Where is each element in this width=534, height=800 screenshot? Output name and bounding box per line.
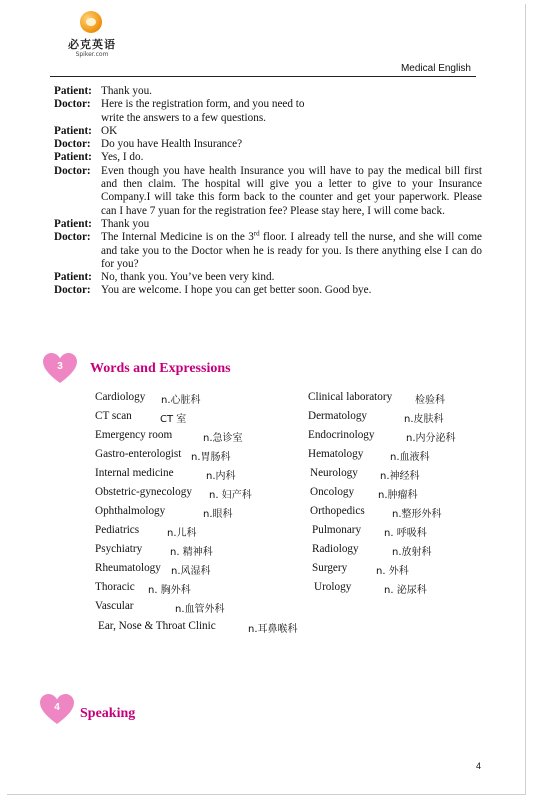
vocab-term: Orthopedics <box>310 505 365 517</box>
speaker-label: Patient: <box>54 124 92 137</box>
vocab-term: Radiology <box>312 543 359 555</box>
vocab-translation: n.内科 <box>206 471 236 482</box>
vocab-item <box>98 620 298 635</box>
ordinal-suffix: rd <box>253 229 260 238</box>
utterance: Thank you. <box>101 85 152 97</box>
vocab-item <box>95 562 211 577</box>
vocab-item <box>308 448 430 463</box>
vocab-item <box>308 429 456 444</box>
vocab-item <box>95 391 201 406</box>
vocab-item <box>308 410 444 425</box>
vocab-translation: CT 室 <box>160 414 187 425</box>
vocab-translation: n.耳鼻喉科 <box>248 624 298 635</box>
vocab-translation: n.内分泌科 <box>406 433 456 444</box>
dialogue <box>54 85 482 298</box>
dialogue-line <box>54 231 482 271</box>
speaker-label: Patient: <box>54 85 92 97</box>
vocab-translation: n.心脏科 <box>161 395 201 406</box>
vocab-translation: n.皮肤科 <box>404 414 444 425</box>
utterance: Yes, I do. <box>101 151 144 164</box>
vocab-translation: n. 妇产科 <box>209 490 252 501</box>
vocab-translation: n.急诊室 <box>203 433 243 444</box>
vocab-item <box>310 486 418 501</box>
vocab-translation: 检验科 <box>415 395 445 406</box>
vocab-term: Rheumatology <box>95 562 161 574</box>
vocab-term: Oncology <box>310 486 355 498</box>
section-title-words: Words and Expressions <box>90 361 231 376</box>
vocab-item <box>95 524 197 539</box>
heart-section-icon <box>40 694 74 725</box>
vocab-item <box>95 410 187 425</box>
heart-section-icon <box>43 353 77 384</box>
vocab-translation: n.肿瘤科 <box>378 490 418 501</box>
section-number: 4 <box>54 702 60 713</box>
utterance <box>101 231 482 271</box>
logo-text: 必克英语 <box>68 38 116 51</box>
vocab-translation: n.风湿科 <box>171 566 211 577</box>
utterance: Do you have Health Insurance? <box>101 138 243 151</box>
utterance: No, thank you. You’ve been very kind. <box>101 271 275 284</box>
utterance-part: floor. I already tell the nurse, and she will come and take you to the Doctor when he is ready for you. Is there anything else I can do for you? <box>101 231 482 270</box>
speaker-label: Doctor: <box>54 231 91 244</box>
vocab-translation: n.整形外科 <box>392 509 442 520</box>
vocab-translation: n.神经科 <box>380 471 420 482</box>
speaker-label: Doctor: <box>54 284 91 297</box>
section-number: 3 <box>57 361 63 372</box>
utterance-part: The Internal Medicine is on the 3 <box>101 231 254 244</box>
vocab-translation: n. 精神科 <box>170 547 213 558</box>
vocab-item <box>312 562 409 577</box>
utterance: Thank you <box>101 217 150 230</box>
vocab-term: Emergency room <box>95 429 173 441</box>
logo-mascot-face <box>86 18 96 26</box>
vocab-item <box>95 486 252 501</box>
vocab-item <box>95 467 236 482</box>
vocab-translation: n.儿科 <box>167 528 197 539</box>
vocab-term: Thoracic <box>95 581 135 593</box>
vocab-term: Vascular <box>95 600 134 612</box>
vocab-translation: n. 呼吸科 <box>384 528 427 539</box>
vocab-item <box>312 543 432 558</box>
vocab-term: Dermatology <box>308 410 368 422</box>
header-title: Medical English <box>400 63 471 74</box>
section-title-speaking: Speaking <box>80 706 136 721</box>
vocab-item <box>95 581 191 596</box>
vocab-term: Neurology <box>310 467 358 479</box>
vocab-term: Psychiatry <box>95 543 143 555</box>
vocab-translation: n.眼科 <box>203 509 233 520</box>
dialogue-line <box>54 284 482 297</box>
vocab-term: Pulmonary <box>312 524 362 536</box>
dialogue-line <box>54 218 482 231</box>
speaker-label: Patient: <box>54 151 92 164</box>
vocab-translation: n.血液科 <box>390 452 430 463</box>
vocab-item <box>95 448 231 463</box>
vocab-term: Urology <box>314 581 352 593</box>
vocab-term: Pediatrics <box>95 524 140 536</box>
dialogue-line <box>54 98 482 125</box>
dialogue-line <box>54 151 482 164</box>
page-number: 4 <box>476 761 482 771</box>
vocab-term: Endocrinology <box>308 429 375 441</box>
vocab-item <box>95 505 233 520</box>
dialogue-line <box>54 85 482 98</box>
vocab-term: Surgery <box>312 562 348 574</box>
speaker-label: Patient: <box>54 217 92 230</box>
vocab-item <box>310 467 420 482</box>
logo <box>62 9 122 69</box>
vocab-term: Gastro-enterologist <box>95 448 182 460</box>
dialogue-line <box>54 125 482 138</box>
speaker-label: Patient: <box>54 271 92 284</box>
vocab-term: Ophthalmology <box>95 505 166 517</box>
vocab-term: Ear, Nose & Throat Clinic <box>98 620 216 632</box>
vocab-item <box>308 391 445 406</box>
utterance: Even though you have health Insurance you will have to pay the medical bill first and then claim. The hospital will give you a letter to give to your Insurance Company.I will take this form back to the counter and get your paperwork. Please can I have 7 yuan for the registration fee? Please stay here, I will come back. <box>101 164 482 217</box>
vocab-translation: n.胃肠科 <box>191 452 231 463</box>
speaker-label: Doctor: <box>54 98 91 111</box>
vocab-item <box>95 429 243 444</box>
utterance: OK <box>101 124 118 137</box>
dialogue-line <box>54 138 482 151</box>
vocab-translation: n. 胸外科 <box>148 585 191 596</box>
vocab-translation: n.血管外科 <box>175 604 225 615</box>
logo-subtext: Spiker.com <box>75 51 109 58</box>
vocab-item <box>95 600 225 615</box>
speaker-label: Doctor: <box>54 164 91 177</box>
vocab-term: Internal medicine <box>95 467 174 479</box>
vocab-translation: n. 泌尿科 <box>384 585 427 596</box>
vocab-term: CT scan <box>95 410 132 422</box>
vocab-term: Cardiology <box>95 391 146 403</box>
header-rule <box>50 76 476 77</box>
vocab-item <box>95 543 213 558</box>
utterance: Here is the registration form, and you need to write the answers to a few questions. <box>101 98 305 124</box>
vocab-item <box>310 505 442 520</box>
vocab-term: Clinical laboratory <box>308 391 393 403</box>
vocab-translation: n. 外科 <box>376 566 409 577</box>
utterance: You are welcome. I hope you can get better soon. Good bye. <box>101 284 372 297</box>
dialogue-line <box>54 271 482 284</box>
vocab-term: Obstetric-gynecology <box>95 486 192 498</box>
vocab-translation: n.放射科 <box>392 547 432 558</box>
vocab-term: Hematology <box>308 448 364 460</box>
speaker-label: Doctor: <box>54 138 91 151</box>
vocab-item <box>314 581 427 596</box>
dialogue-line <box>54 165 482 218</box>
vocab-item <box>312 524 427 539</box>
